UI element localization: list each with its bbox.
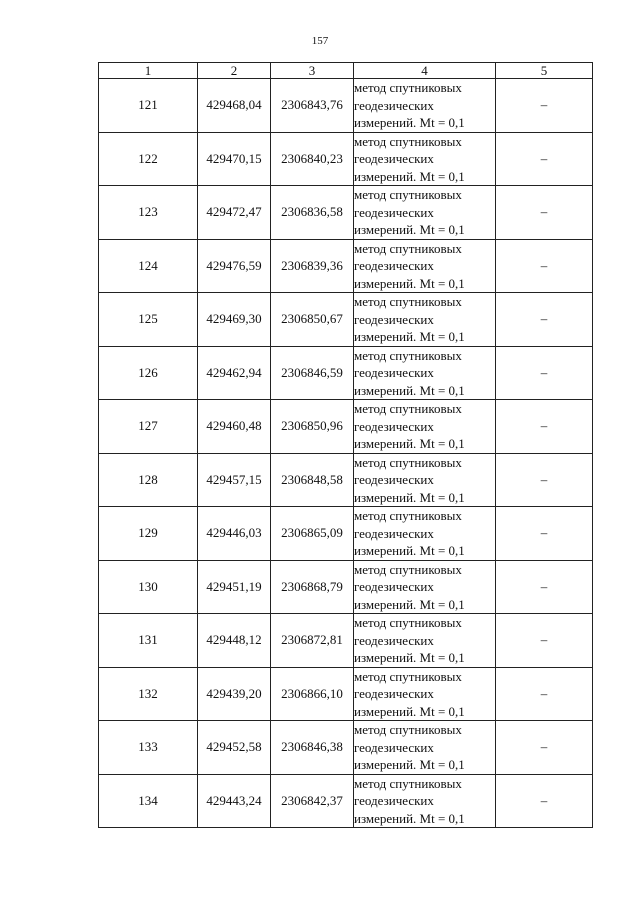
method-line-2: геодезических [354, 418, 434, 434]
table-row [99, 667, 593, 721]
coordinate-x: 429470,15 [198, 132, 271, 186]
method-line-2: геодезических [354, 579, 434, 594]
coordinate-y: 2306865,09 [271, 507, 354, 561]
method-line-3: измерений. Mt = 0,1 [354, 650, 465, 665]
table-row [99, 400, 593, 454]
method-description [354, 667, 496, 721]
column-5-value: – [496, 239, 593, 293]
method-description [354, 239, 496, 293]
coordinate-y: 2306843,76 [271, 79, 354, 133]
method-description [354, 560, 496, 614]
table-row [99, 453, 593, 507]
coordinate-y: 2306840,23 [271, 132, 354, 186]
coordinate-x: 429452,58 [198, 721, 271, 775]
point-number: 125 [99, 293, 198, 347]
coordinate-y: 2306846,38 [271, 721, 354, 775]
method-line-1: метод спутниковых [354, 240, 462, 256]
method-line-3: измерений. Mt = 0,1 [354, 275, 465, 291]
column-5-value: – [496, 79, 593, 133]
coordinate-x: 429468,04 [198, 79, 271, 133]
coordinate-x: 429443,24 [198, 774, 271, 828]
method-line-1: метод спутниковых [354, 80, 462, 95]
table-row [99, 186, 593, 240]
point-number: 133 [99, 721, 198, 775]
table-row [99, 507, 593, 561]
method-line-2: геодезических [354, 525, 434, 541]
method-line-3: измерений. Mt = 0,1 [354, 757, 465, 772]
header-col-3: 3 [271, 63, 354, 79]
method-line-2: геодезических [354, 258, 434, 273]
method-line-1: метод спутниковых [354, 454, 462, 470]
coordinate-x: 429460,48 [198, 400, 271, 454]
coordinate-x: 429472,47 [198, 186, 271, 240]
point-number: 129 [99, 507, 198, 561]
page-number: 157 [311, 35, 329, 47]
table-row [99, 614, 593, 668]
method-description [354, 721, 496, 775]
column-5-value: – [496, 186, 593, 240]
method-description [354, 346, 496, 400]
table-row [99, 132, 593, 186]
column-5-value: – [496, 453, 593, 507]
method-line-1: метод спутниковых [354, 668, 462, 684]
method-line-3: измерений. Mt = 0,1 [354, 382, 465, 398]
point-number: 124 [99, 239, 198, 293]
table-row [99, 774, 593, 828]
method-line-2: геодезических [354, 311, 434, 327]
table-row [99, 79, 593, 133]
method-line-3: измерений. Mt = 0,1 [354, 168, 465, 184]
header-col-5: 5 [496, 63, 593, 79]
method-line-1: метод спутниковых [354, 294, 462, 309]
coordinate-x: 429476,59 [198, 239, 271, 293]
method-line-2: геодезических [354, 686, 434, 701]
method-line-1: метод спутниковых [354, 615, 462, 630]
column-5-value: – [496, 346, 593, 400]
coordinate-x: 429457,15 [198, 453, 271, 507]
method-line-2: геодезических [354, 632, 434, 648]
method-line-1: метод спутниковых [354, 401, 462, 416]
method-line-3: измерений. Mt = 0,1 [354, 543, 465, 558]
method-line-3: измерений. Mt = 0,1 [354, 329, 465, 344]
coordinate-y: 2306866,10 [271, 667, 354, 721]
header-col-4: 4 [354, 63, 496, 79]
coordinate-y: 2306872,81 [271, 614, 354, 668]
method-line-3: измерений. Mt = 0,1 [354, 436, 465, 451]
point-number: 122 [99, 132, 198, 186]
table-row [99, 346, 593, 400]
column-5-value: – [496, 667, 593, 721]
table-row [99, 721, 593, 775]
method-line-2: геодезических [354, 97, 434, 113]
coordinate-x: 429446,03 [198, 507, 271, 561]
coordinate-x: 429462,94 [198, 346, 271, 400]
method-line-2: геодезических [354, 793, 434, 808]
point-number: 132 [99, 667, 198, 721]
method-description [354, 507, 496, 561]
coordinate-x: 429448,12 [198, 614, 271, 668]
column-5-value: – [496, 507, 593, 561]
column-5-value: – [496, 293, 593, 347]
coordinate-y: 2306848,58 [271, 453, 354, 507]
method-description [354, 79, 496, 133]
point-number: 128 [99, 453, 198, 507]
coordinate-y: 2306850,67 [271, 293, 354, 347]
column-5-value: – [496, 614, 593, 668]
coordinate-x: 429451,19 [198, 560, 271, 614]
method-line-3: измерений. Mt = 0,1 [354, 222, 465, 237]
method-line-2: геодезических [354, 472, 434, 487]
column-5-value: – [496, 132, 593, 186]
point-number: 126 [99, 346, 198, 400]
method-line-3: измерений. Mt = 0,1 [354, 810, 465, 826]
header-col-1: 1 [99, 63, 198, 79]
table-row [99, 239, 593, 293]
coordinate-y: 2306846,59 [271, 346, 354, 400]
coordinates-table [98, 62, 593, 828]
point-number: 123 [99, 186, 198, 240]
method-line-1: метод спутниковых [354, 561, 462, 577]
coordinate-y: 2306868,79 [271, 560, 354, 614]
method-description [354, 453, 496, 507]
method-description [354, 132, 496, 186]
column-5-value: – [496, 400, 593, 454]
method-line-1: метод спутниковых [354, 775, 462, 791]
point-number: 130 [99, 560, 198, 614]
table-header-row [99, 63, 593, 79]
coordinate-x: 429439,20 [198, 667, 271, 721]
table-row [99, 293, 593, 347]
point-number: 131 [99, 614, 198, 668]
column-5-value: – [496, 774, 593, 828]
method-line-3: измерений. Mt = 0,1 [354, 703, 465, 719]
method-line-3: измерений. Mt = 0,1 [354, 596, 465, 612]
method-line-1: метод спутниковых [354, 508, 462, 523]
coordinate-x: 429469,30 [198, 293, 271, 347]
header-col-2: 2 [198, 63, 271, 79]
method-line-1: метод спутниковых [354, 133, 462, 149]
method-line-3: измерений. Mt = 0,1 [354, 115, 465, 130]
coordinate-y: 2306850,96 [271, 400, 354, 454]
method-line-1: метод спутниковых [354, 187, 462, 202]
column-5-value: – [496, 560, 593, 614]
column-5-value: – [496, 721, 593, 775]
method-line-2: геодезических [354, 739, 434, 755]
method-description [354, 400, 496, 454]
coordinate-y: 2306839,36 [271, 239, 354, 293]
point-number: 127 [99, 400, 198, 454]
method-line-2: геодезических [354, 365, 434, 380]
method-description [354, 614, 496, 668]
method-description [354, 186, 496, 240]
coordinate-y: 2306836,58 [271, 186, 354, 240]
table-row [99, 560, 593, 614]
method-description [354, 774, 496, 828]
method-line-1: метод спутниковых [354, 347, 462, 363]
method-line-2: геодезических [354, 204, 434, 220]
point-number: 121 [99, 79, 198, 133]
method-line-1: метод спутниковых [354, 722, 462, 737]
method-description [354, 293, 496, 347]
method-line-2: геодезических [354, 151, 434, 166]
point-number: 134 [99, 774, 198, 828]
coordinate-y: 2306842,37 [271, 774, 354, 828]
method-line-3: измерений. Mt = 0,1 [354, 489, 465, 505]
